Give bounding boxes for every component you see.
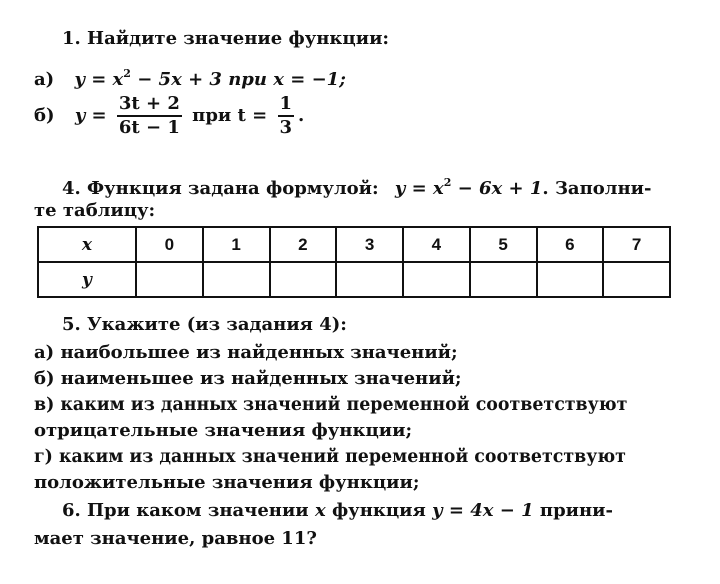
table-cell-y-empty[interactable] <box>136 262 203 297</box>
task1-b-fraction-2 <box>278 93 295 139</box>
task5-item: г) каким из данных значений переменной соответствуют <box>34 447 626 467</box>
table-cell-y-empty[interactable] <box>270 262 337 297</box>
task5-title: 5. Укажите (из задания 4): <box>62 314 347 335</box>
table-cell-x: 5 <box>470 227 537 262</box>
task6-text-c: прини- <box>539 500 613 521</box>
table-cell-y-empty[interactable] <box>470 262 537 297</box>
table-cell-y-empty[interactable] <box>336 262 403 297</box>
table-cell-x: 6 <box>537 227 604 262</box>
task1-a-exponent: 2 <box>123 67 131 80</box>
task1-b-numerator-2: 1 <box>278 93 295 117</box>
table-cell-x: 3 <box>336 227 403 262</box>
table-header-y: y <box>38 262 136 297</box>
table-cell-y-empty[interactable] <box>203 262 270 297</box>
task4-formula-exponent: 2 <box>443 176 452 189</box>
task1-a-formula-rest: − 5x + 3 при x = −1; <box>130 69 346 90</box>
table-row-x <box>38 227 670 262</box>
task4-line2: те таблицу: <box>34 200 156 221</box>
task6-line1 <box>62 500 613 522</box>
task4-formula-start: y = x <box>394 178 444 199</box>
task1-item-a <box>34 63 346 91</box>
task5-item: а) наибольшее из найденных значений; <box>34 342 458 363</box>
task1-b-denominator: 6t − 1 <box>118 117 180 138</box>
task6-text-b: функция <box>331 500 426 521</box>
task4-intro-tail: . Заполни- <box>542 178 652 199</box>
task1-b-end: . <box>298 105 305 126</box>
task6-text-a: 6. При каком значении <box>62 500 309 521</box>
task5-item: отрицательные значения функции; <box>34 420 413 441</box>
task1-title: 1. Найдите значение функции: <box>62 28 390 49</box>
table-header-x: x <box>38 227 136 262</box>
task1-item-b <box>34 93 304 139</box>
task5-item: в) каким из данных значений переменной соответствуют <box>34 395 628 415</box>
task4-formula-rest: − 6x + 1 <box>451 178 543 199</box>
task1-b-middle: при t = <box>192 105 268 126</box>
task4-intro: 4. Функция задана формулой: <box>62 178 379 199</box>
task1-b-denominator-2: 3 <box>279 117 293 138</box>
table-cell-x: 0 <box>136 227 203 262</box>
table-cell-x: 1 <box>203 227 270 262</box>
task6-var-x: x <box>314 500 326 521</box>
table-cell-x: 4 <box>403 227 470 262</box>
task6-line2: мает значение, равное 11? <box>34 528 317 549</box>
task1-a-label: а) <box>34 69 55 90</box>
task4-line1 <box>62 172 651 200</box>
task1-b-label: б) <box>34 105 55 126</box>
task5-item: б) наименьшее из найденных значений; <box>34 368 462 389</box>
table-cell-y-empty[interactable] <box>403 262 470 297</box>
table-cell-x: 7 <box>603 227 670 262</box>
task5-item: положительные значения функции; <box>34 472 420 493</box>
task1-a-formula-start: y = x <box>74 69 124 90</box>
table-cell-y-empty[interactable] <box>537 262 604 297</box>
task6-formula: y = 4x − 1 <box>432 500 534 521</box>
table-cell-x: 2 <box>270 227 337 262</box>
table-cell-y-empty[interactable] <box>603 262 670 297</box>
values-table <box>37 226 671 298</box>
task1-b-numerator: 3t + 2 <box>117 93 182 117</box>
table-row-y <box>38 262 670 297</box>
task1-b-fraction <box>117 93 182 139</box>
task1-b-y-eq: y = <box>74 105 107 126</box>
